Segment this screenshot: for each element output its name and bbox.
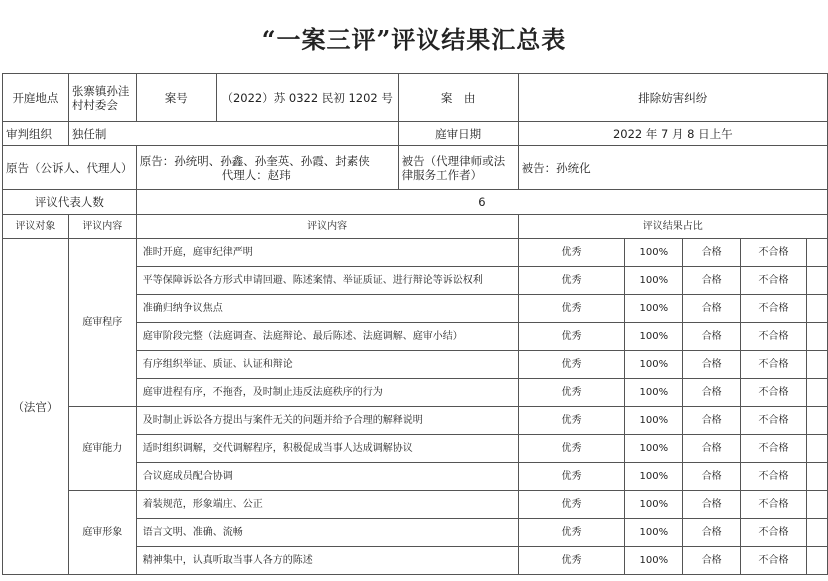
cause-value: 排除妨害纠纷 <box>518 74 827 122</box>
grade-excellent-pct: 100% <box>625 267 683 295</box>
grade-excellent: 优秀 <box>518 519 625 547</box>
grade-pass: 合格 <box>683 519 741 547</box>
grade-fail-pct <box>806 267 827 295</box>
grade-excellent: 优秀 <box>518 323 625 351</box>
grade-fail-pct <box>806 351 827 379</box>
grade-fail-pct <box>806 463 827 491</box>
grade-pass: 合格 <box>683 547 741 575</box>
evaluation-summary-table <box>2 73 828 575</box>
header-content-detail: 评议内容 <box>136 215 518 239</box>
header-row <box>3 215 828 239</box>
defendant-label: 被告（代理律师或法律服务工作者） <box>398 146 518 190</box>
reps-value: 6 <box>136 190 827 215</box>
grade-fail: 不合格 <box>741 379 807 407</box>
grade-excellent-pct: 100% <box>625 463 683 491</box>
criterion-text: 着装规范，形象端庄、公正 <box>136 491 518 519</box>
grade-pass: 合格 <box>683 351 741 379</box>
criterion-text: 庭审阶段完整（法庭调查、法庭辩论、最后陈述、法庭调解、庭审小结） <box>136 323 518 351</box>
grade-pass: 合格 <box>683 295 741 323</box>
criterion-text: 精神集中，认真听取当事人各方的陈述 <box>136 547 518 575</box>
grade-excellent-pct: 100% <box>625 379 683 407</box>
grade-fail-pct <box>806 519 827 547</box>
criteria-row <box>3 491 828 519</box>
grade-fail: 不合格 <box>741 407 807 435</box>
grade-excellent-pct: 100% <box>625 491 683 519</box>
criterion-text: 有序组织举证、质证、认证和辩论 <box>136 351 518 379</box>
grade-pass: 合格 <box>683 407 741 435</box>
info-row-1 <box>3 74 828 122</box>
criterion-text: 庭审进程有序，不拖沓，及时制止违反法庭秩序的行为 <box>136 379 518 407</box>
defendant-value: 被告：孙统化 <box>518 146 827 190</box>
criterion-text: 及时制止诉讼各方提出与案件无关的问题并给予合理的解释说明 <box>136 407 518 435</box>
date-value: 2022 年 7 月 8 日上午 <box>518 122 827 146</box>
header-object: 评议对象 <box>3 215 69 239</box>
info-row-3 <box>3 146 828 190</box>
grade-excellent: 优秀 <box>518 435 625 463</box>
criteria-row <box>3 239 828 267</box>
grade-pass: 合格 <box>683 267 741 295</box>
grade-fail-pct <box>806 323 827 351</box>
grade-pass: 合格 <box>683 323 741 351</box>
object-judge: （法官） <box>3 239 69 575</box>
grade-fail: 不合格 <box>741 435 807 463</box>
criteria-row <box>3 407 828 435</box>
grade-excellent: 优秀 <box>518 239 625 267</box>
agent-name: 代理人：赵玮 <box>221 167 291 182</box>
grade-excellent: 优秀 <box>518 267 625 295</box>
grade-excellent-pct: 100% <box>625 295 683 323</box>
grade-fail: 不合格 <box>741 491 807 519</box>
grade-excellent-pct: 100% <box>625 239 683 267</box>
grade-fail: 不合格 <box>741 267 807 295</box>
grade-pass: 合格 <box>683 435 741 463</box>
plaintiff-label: 原告（公诉人、代理人） <box>3 146 137 190</box>
group-name: 庭审能力 <box>68 407 136 491</box>
grade-pass: 合格 <box>683 379 741 407</box>
case-no-value: （2022）苏 0322 民初 1202 号 <box>216 74 398 122</box>
grade-fail: 不合格 <box>741 463 807 491</box>
grade-fail: 不合格 <box>741 239 807 267</box>
grade-excellent-pct: 100% <box>625 351 683 379</box>
org-label: 审判组织 <box>3 122 69 146</box>
grade-excellent-pct: 100% <box>625 547 683 575</box>
info-row-2 <box>3 122 828 146</box>
grade-fail-pct <box>806 295 827 323</box>
grade-excellent-pct: 100% <box>625 519 683 547</box>
group-name: 庭审形象 <box>68 491 136 575</box>
grade-fail-pct <box>806 407 827 435</box>
grade-excellent: 优秀 <box>518 491 625 519</box>
reps-label: 评议代表人数 <box>3 190 137 215</box>
grade-fail: 不合格 <box>741 323 807 351</box>
grade-fail-pct <box>806 491 827 519</box>
criterion-text: 语言文明、准确、流畅 <box>136 519 518 547</box>
grade-fail: 不合格 <box>741 295 807 323</box>
page-title: “一案三评”评议结果汇总表 <box>261 25 567 54</box>
grade-fail: 不合格 <box>741 351 807 379</box>
grade-fail-pct <box>806 547 827 575</box>
grade-fail: 不合格 <box>741 519 807 547</box>
grade-excellent: 优秀 <box>518 463 625 491</box>
grade-excellent: 优秀 <box>518 379 625 407</box>
grade-excellent-pct: 100% <box>625 435 683 463</box>
grade-pass: 合格 <box>683 463 741 491</box>
grade-excellent-pct: 100% <box>625 407 683 435</box>
grade-pass: 合格 <box>683 239 741 267</box>
org-value: 独任制 <box>68 122 398 146</box>
criterion-text: 合议庭成员配合协调 <box>136 463 518 491</box>
criterion-text: 适时组织调解，交代调解程序，积极促成当事人达成调解协议 <box>136 435 518 463</box>
group-name: 庭审程序 <box>68 239 136 407</box>
criterion-text: 平等保障诉讼各方形式申请回避、陈述案情、举证质证、进行辩论等诉讼权利 <box>136 267 518 295</box>
grade-fail-pct <box>806 379 827 407</box>
plaintiff-names: 原告：孙统明、孙鑫、孙奎英、孙霞、封素侠 <box>139 153 370 168</box>
grade-excellent-pct: 100% <box>625 323 683 351</box>
header-content: 评议内容 <box>68 215 136 239</box>
date-label: 庭审日期 <box>398 122 518 146</box>
criterion-text: 准时开庭，庭审纪律严明 <box>136 239 518 267</box>
info-row-4 <box>3 190 828 215</box>
criterion-text: 准确归纳争议焦点 <box>136 295 518 323</box>
grade-excellent: 优秀 <box>518 295 625 323</box>
header-ratio: 评议结果占比 <box>518 215 827 239</box>
grade-pass: 合格 <box>683 491 741 519</box>
plaintiff-value <box>136 146 398 190</box>
grade-excellent: 优秀 <box>518 407 625 435</box>
grade-fail: 不合格 <box>741 547 807 575</box>
grade-fail-pct <box>806 435 827 463</box>
grade-excellent: 优秀 <box>518 547 625 575</box>
case-no-label: 案号 <box>136 74 216 122</box>
location-value: 张寨镇孙洼村村委会 <box>68 74 136 122</box>
grade-excellent: 优秀 <box>518 351 625 379</box>
cause-label: 案 由 <box>398 74 518 122</box>
location-label: 开庭地点 <box>3 74 69 122</box>
grade-fail-pct <box>806 239 827 267</box>
